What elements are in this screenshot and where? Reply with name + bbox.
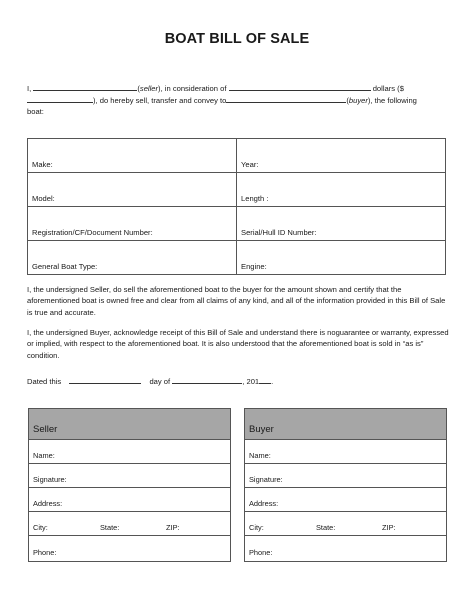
intro-hereby: ), do hereby sell, transfer and convey to	[93, 96, 227, 105]
day-blank[interactable]	[69, 375, 141, 384]
year-blank[interactable]	[259, 375, 274, 386]
intro-following: , the following	[370, 96, 417, 105]
year-field[interactable]: Year:	[237, 139, 446, 173]
seller-city-label: City:	[33, 523, 48, 532]
buyer-statement: I, the undersigned Buyer, acknowledge receipt of this Bill of Sale and understand there is noguarantee or warranty, expressed or implied, with respect to the aforementioned boat. It is also understood that the aforementioned boat is sold in “as is” condition.	[27, 328, 449, 360]
seller-city-row[interactable]	[29, 512, 230, 536]
intro-line-3: boat:	[27, 107, 44, 116]
seller-address-row[interactable]	[29, 488, 230, 512]
intro-i: I,	[27, 84, 32, 93]
dated-line	[27, 375, 273, 387]
intro-line-1: I, (seller), in consideration of dollars ($	[27, 84, 404, 93]
document-title: BOAT BILL OF SALE	[164, 31, 310, 47]
buyer-signature-row[interactable]	[245, 464, 446, 488]
intro-line-2: ), do hereby sell, transfer and convey to (buyer), the following	[27, 94, 417, 106]
seller-address-label: Address:	[33, 499, 63, 508]
day-of-label: day of	[149, 377, 171, 386]
dated-end: .	[271, 377, 274, 386]
table-row	[28, 173, 446, 207]
model-field[interactable]: Model:	[28, 173, 237, 207]
buyer-phone-label: Phone:	[249, 548, 273, 557]
seller-name-blank[interactable]	[33, 82, 137, 91]
registration-number-field[interactable]: Registration/CF/Document Number:	[28, 207, 237, 241]
seller-statement: I, the undersigned Seller, do sell the aforementioned boat to the buyer for the amount shown and certify that the aforementioned boat is owned free and clear from all claims of any kind, and all of the information provided in this Bill of Sale is true and accurate.	[27, 285, 446, 317]
intro-consideration: , in consideration of	[160, 84, 227, 93]
buyer-name-blank[interactable]	[226, 94, 346, 103]
buyer-city-label: City:	[249, 523, 264, 532]
seller-signature-label: Signature:	[33, 475, 67, 484]
seller-name-label: Name:	[33, 451, 55, 460]
seller-zip-label: ZIP:	[166, 523, 180, 532]
buyer-phone-row[interactable]	[245, 536, 446, 560]
length-field[interactable]: Length :	[237, 173, 446, 207]
boat-details-table	[27, 138, 446, 275]
intro-dollars: dollars ($	[372, 84, 404, 93]
table-row	[28, 241, 446, 275]
buyer-name-row[interactable]	[245, 440, 446, 464]
serial-hull-id-field[interactable]: Serial/Hull ID Number:	[237, 207, 446, 241]
seller-header: Seller	[29, 409, 230, 440]
amount-words-blank[interactable]	[229, 82, 371, 91]
buyer-signature-label: Signature:	[249, 475, 283, 484]
seller-phone-label: Phone:	[33, 548, 57, 557]
buyer-address-row[interactable]	[245, 488, 446, 512]
buyer-state-label: State:	[316, 523, 336, 532]
year-prefix: , 201	[242, 377, 260, 386]
table-row	[28, 207, 446, 241]
buyer-city-row[interactable]	[245, 512, 446, 536]
seller-tag: seller	[139, 84, 159, 93]
seller-name-row[interactable]	[29, 440, 230, 464]
seller-signature-row[interactable]	[29, 464, 230, 488]
buyer-address-label: Address:	[249, 499, 279, 508]
boat-type-field[interactable]: General Boat Type:	[28, 241, 237, 275]
seller-phone-row[interactable]	[29, 536, 230, 560]
dated-this-label: Dated this	[27, 377, 62, 386]
buyer-tag: buyer	[348, 96, 368, 105]
table-row	[28, 139, 446, 173]
buyer-zip-label: ZIP:	[382, 523, 396, 532]
buyer-box	[244, 408, 447, 562]
buyer-name-label: Name:	[249, 451, 271, 460]
engine-field[interactable]: Engine:	[237, 241, 446, 275]
amount-number-blank[interactable]	[27, 94, 93, 103]
seller-box	[28, 408, 231, 562]
seller-state-label: State:	[100, 523, 120, 532]
buyer-header: Buyer	[245, 409, 446, 440]
month-blank[interactable]	[172, 375, 242, 384]
make-field[interactable]: Make:	[28, 139, 237, 173]
